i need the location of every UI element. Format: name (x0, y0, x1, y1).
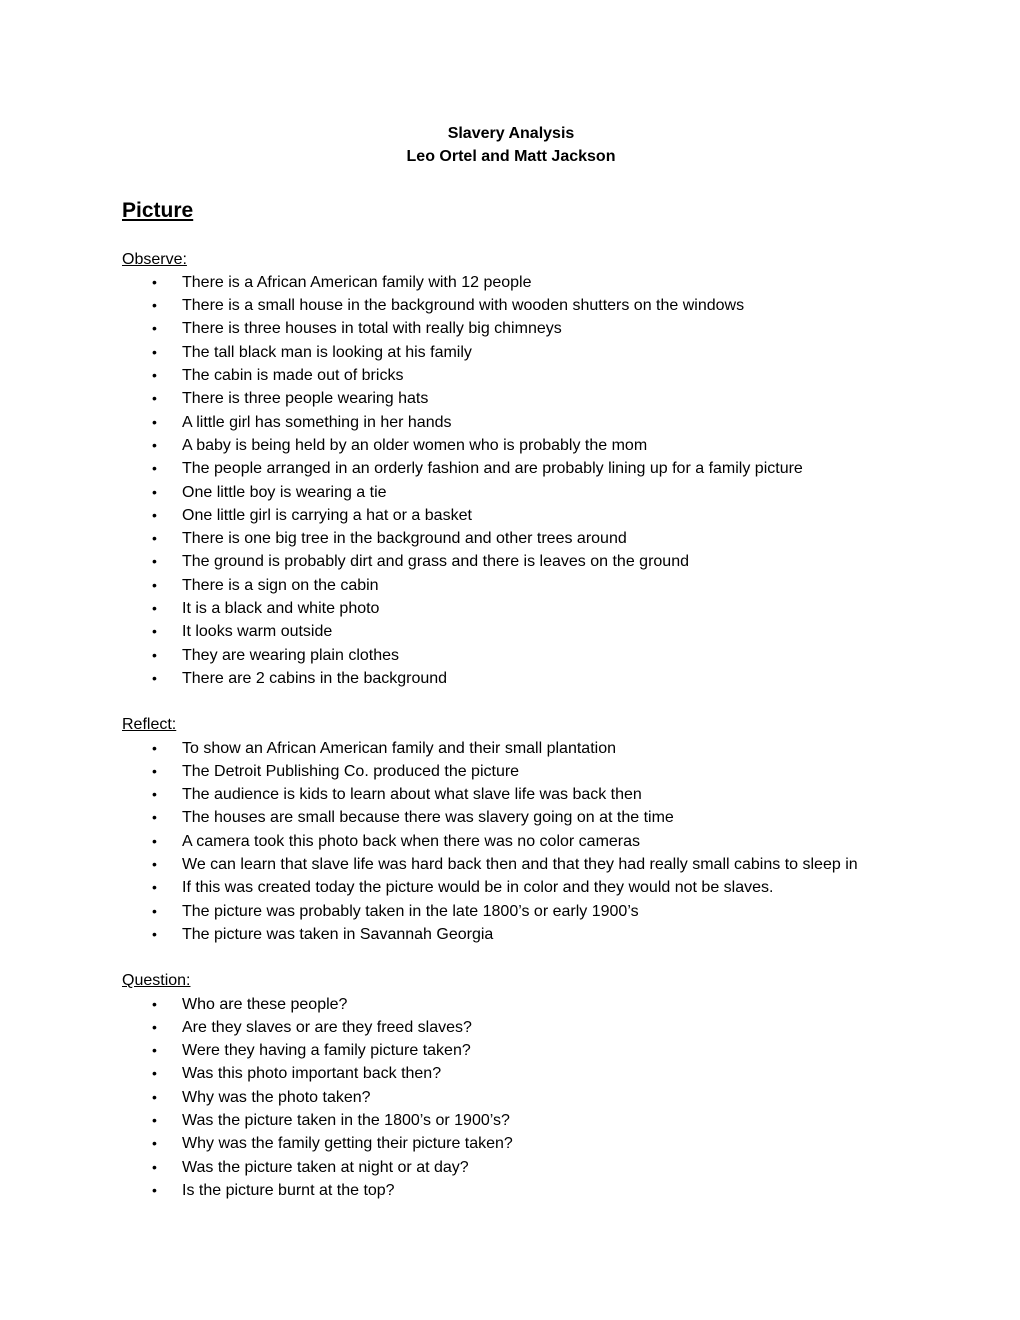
bullet-icon: • (152, 762, 157, 779)
bullet-item (122, 1132, 900, 1155)
bullet-text: Who are these people? (182, 995, 348, 1013)
bullet-text: The tall black man is looking at his family (182, 343, 472, 361)
bullet-text: The Detroit Publishing Co. produced the picture (182, 762, 520, 780)
bullet-item (122, 644, 900, 667)
document-title: Slavery Analysis (447, 125, 575, 142)
bullet-item (122, 271, 900, 294)
bullet-text: Was the picture taken in the 1800’s or 1900’s? (182, 1111, 510, 1129)
bullet-text: To show an African American family and their small plantation (182, 739, 616, 757)
bullet-item (122, 620, 900, 643)
bullet-text: It is a black and white photo (182, 600, 380, 618)
bullet-text: The picture was probably taken in the late 1800’s or early 1900’s (182, 902, 639, 920)
bullet-icon: • (152, 1135, 157, 1152)
bullet-text: There is a sign on the cabin (182, 576, 379, 594)
bullet-icon: • (152, 297, 157, 314)
bullet-text: They are wearing plain clothes (182, 646, 400, 664)
bullet-icon: • (152, 460, 157, 477)
bullet-item (122, 411, 900, 434)
bullet-icon: • (152, 1111, 157, 1128)
bullet-icon: • (152, 413, 157, 430)
bullet-item (122, 387, 900, 410)
bullet-list (122, 737, 900, 947)
bullet-icon: • (152, 669, 157, 686)
bullet-item (122, 1062, 900, 1085)
bullet-text: The audience is kids to learn about what slave life was back then (182, 786, 642, 804)
bullet-text: If this was created today the picture would be in color and they would not be slaves. (182, 879, 774, 897)
bullet-item (122, 317, 900, 340)
bullet-item (122, 1086, 900, 1109)
bullet-text: There is three houses in total with really big chimneys (182, 320, 562, 338)
document-sections (122, 248, 900, 1203)
bullet-text: One little girl is carrying a hat or a basket (182, 506, 472, 524)
bullet-icon: • (152, 576, 157, 593)
bullet-icon: • (152, 623, 157, 640)
bullet-icon: • (152, 786, 157, 803)
section-label: Question: (122, 972, 191, 990)
bullet-item (122, 1156, 900, 1179)
bullet-item (122, 341, 900, 364)
bullet-text: A little girl has something in her hands (182, 413, 452, 431)
section-label: Reflect: (122, 716, 177, 734)
bullet-text: Why was the photo taken? (182, 1088, 371, 1106)
bullet-item (122, 504, 900, 527)
bullet-text: Why was the family getting their picture taken? (182, 1135, 513, 1153)
bullet-text: A baby is being held by an older women who is probably the mom (182, 436, 648, 454)
bullet-text: It looks warm outside (182, 623, 333, 641)
bullet-item (122, 574, 900, 597)
bullet-text: There are 2 cabins in the background (182, 669, 448, 687)
bullet-text: There is a African American family with 12 people (182, 273, 532, 291)
bullet-item (122, 597, 900, 620)
bullet-icon: • (152, 1018, 157, 1035)
bullet-text: There is three people wearing hats (182, 390, 429, 408)
bullet-icon: • (152, 1088, 157, 1105)
bullet-text: The people arranged in an orderly fashion and are probably lining up for a family picture (182, 460, 803, 478)
bullet-text: Was this photo important back then? (182, 1065, 442, 1083)
bullet-item (122, 457, 900, 480)
section-question (122, 969, 900, 1202)
bullet-icon: • (152, 1158, 157, 1175)
bullet-list (122, 271, 900, 690)
bullet-text: We can learn that slave life was hard back then and that they had really small cabins to sleep in (182, 856, 858, 874)
bullet-icon: • (152, 646, 157, 663)
bullet-icon: • (152, 902, 157, 919)
bullet-text: Were they having a family picture taken? (182, 1042, 471, 1060)
bullet-item (122, 993, 900, 1016)
bullet-icon: • (152, 367, 157, 384)
bullet-item (122, 1016, 900, 1039)
bullet-icon: • (152, 343, 157, 360)
bullet-icon: • (152, 832, 157, 849)
bullet-icon: • (152, 436, 157, 453)
bullet-text: Is the picture burnt at the top? (182, 1181, 395, 1199)
bullet-text: Are they slaves or are they freed slaves? (182, 1018, 472, 1036)
bullet-icon: • (152, 600, 157, 617)
bullet-item (122, 806, 900, 829)
bullet-item (122, 900, 900, 923)
bullet-text: Was the picture taken at night or at day? (182, 1158, 469, 1176)
bullet-icon: • (152, 530, 157, 547)
bullet-item (122, 760, 900, 783)
bullet-icon: • (152, 995, 157, 1012)
bullet-item (122, 364, 900, 387)
bullet-item (122, 667, 900, 690)
bullet-text: The houses are small because there was slavery going on at the time (182, 809, 674, 827)
bullet-icon: • (152, 856, 157, 873)
bullet-item (122, 737, 900, 760)
bullet-icon: • (152, 1065, 157, 1082)
bullet-item (122, 527, 900, 550)
bullet-icon: • (152, 553, 157, 570)
bullet-item (122, 1109, 900, 1132)
bullet-icon: • (152, 483, 157, 500)
bullet-item (122, 783, 900, 806)
bullet-text: The cabin is made out of bricks (182, 367, 404, 385)
picture-heading: Picture (122, 198, 194, 222)
bullet-item (122, 876, 900, 899)
bullet-item (122, 434, 900, 457)
bullet-item (122, 481, 900, 504)
bullet-item (122, 550, 900, 573)
bullet-icon: • (152, 1181, 157, 1198)
document-authors: Leo Ortel and Matt Jackson (406, 148, 616, 166)
bullet-icon: • (152, 879, 157, 896)
bullet-list (122, 993, 900, 1203)
bullet-icon: • (152, 390, 157, 407)
bullet-item (122, 923, 900, 946)
bullet-icon: • (152, 739, 157, 756)
bullet-text: A camera took this photo back when there was no color cameras (182, 832, 641, 850)
bullet-item (122, 1179, 900, 1202)
bullet-item (122, 294, 900, 317)
bullet-item (122, 830, 900, 853)
bullet-icon: • (152, 809, 157, 826)
bullet-icon: • (152, 320, 157, 337)
bullet-text: One little boy is wearing a tie (182, 483, 387, 501)
bullet-text: There is a small house in the background with wooden shutters on the windows (182, 297, 745, 315)
bullet-icon: • (152, 1042, 157, 1059)
bullet-item (122, 853, 900, 876)
section-reflect (122, 713, 900, 946)
section-observe (122, 248, 900, 691)
bullet-icon: • (152, 273, 157, 290)
bullet-text: The picture was taken in Savannah Georgia (182, 925, 494, 943)
bullet-icon: • (152, 506, 157, 523)
bullet-text: There is one big tree in the background and other trees around (182, 530, 627, 548)
bullet-icon: • (152, 925, 157, 942)
section-label: Observe: (122, 250, 187, 268)
bullet-item (122, 1039, 900, 1062)
bullet-text: The ground is probably dirt and grass and there is leaves on the ground (182, 553, 689, 571)
